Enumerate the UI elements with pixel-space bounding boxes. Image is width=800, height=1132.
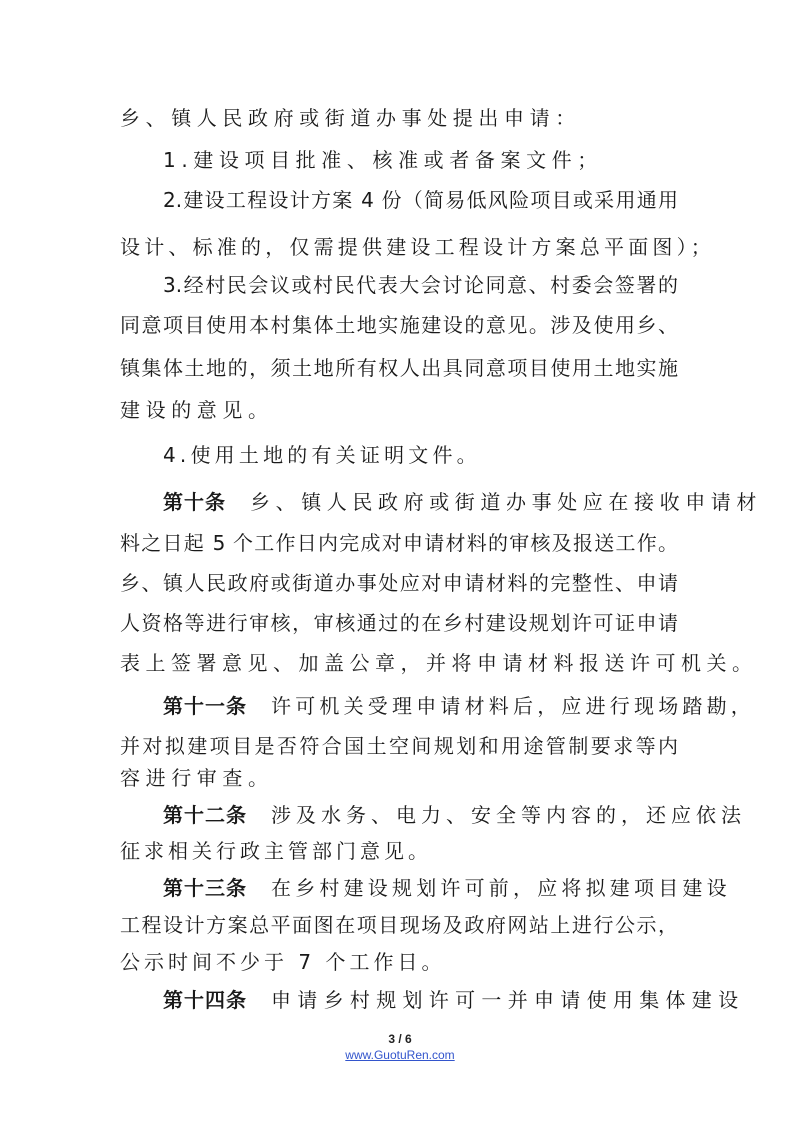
text-line: 表上签署意见、加盖公章，并将申请材料报送许可机关。: [120, 651, 758, 675]
list-item: 1.建设项目批准、核准或者备案文件；: [163, 148, 603, 172]
article-heading: 第十一条: [163, 694, 247, 718]
list-item: 4.使用土地的有关证明文件。: [163, 443, 481, 467]
list-item: 2.建设工程设计方案 4 份（简易低风险项目或采用通用: [163, 188, 678, 212]
website-link[interactable]: www.GuotuRen.com: [345, 1048, 455, 1062]
text-line: 并对拟建项目是否符合国土空间规划和用途管制要求等内: [120, 734, 678, 758]
text-line: 容进行审查。: [120, 766, 274, 790]
article-heading: 第十三条: [163, 876, 247, 900]
article-heading: 第十条: [163, 490, 226, 514]
text-line: 公示时间不少于 7 个工作日。: [120, 950, 446, 974]
text-line: 镇集体土地的，须土地所有权人出具同意项目使用土地实施: [120, 356, 678, 380]
article-12: [163, 801, 746, 829]
page-number: 3 / 6: [388, 1032, 412, 1046]
text-line: 人资格等进行审核，审核通过的在乡村建设规划许可证申请: [120, 611, 678, 635]
article-13: [163, 874, 731, 902]
article-text: 申请乡村规划许可一并申请使用集体建设: [271, 988, 745, 1012]
article-text: 涉及水务、电力、安全等内容的，还应依法: [271, 803, 746, 827]
list-item: 3.经村民会议或村民代表大会讨论同意、村委会签署的: [163, 273, 678, 297]
text-line: 征求相关行政主管部门意见。: [120, 839, 432, 863]
text-line: 乡、镇人民政府或街道办事处提出申请：: [120, 106, 581, 130]
article-heading: 第十四条: [163, 988, 247, 1012]
text-line: 料之日起 5 个工作日内完成对申请材料的审核及报送工作。: [120, 531, 678, 555]
article-text: 乡、镇人民政府或街道办事处应在接收申请材: [250, 490, 762, 514]
article-11: [163, 692, 755, 720]
footer-link-wrap: [0, 1048, 800, 1062]
text-line: 乡、镇人民政府或街道办事处应对申请材料的完整性、申请: [120, 571, 678, 595]
text-line: 建设的意见。: [120, 398, 274, 422]
article-10: [163, 488, 762, 516]
text-line: 工程设计方案总平面图在项目现场及政府网站上进行公示，: [120, 913, 678, 937]
article-14: [163, 986, 745, 1014]
text-line: 同意项目使用本村集体土地实施建设的意见。涉及使用乡、: [120, 313, 678, 337]
article-text: 许可机关受理申请材料后，应进行现场踏勘，: [271, 694, 755, 718]
text-line: 设计、标准的，仅需提供建设工程设计方案总平面图）；: [120, 235, 715, 259]
article-heading: 第十二条: [163, 803, 247, 827]
article-text: 在乡村建设规划许可前，应将拟建项目建设: [271, 876, 731, 900]
